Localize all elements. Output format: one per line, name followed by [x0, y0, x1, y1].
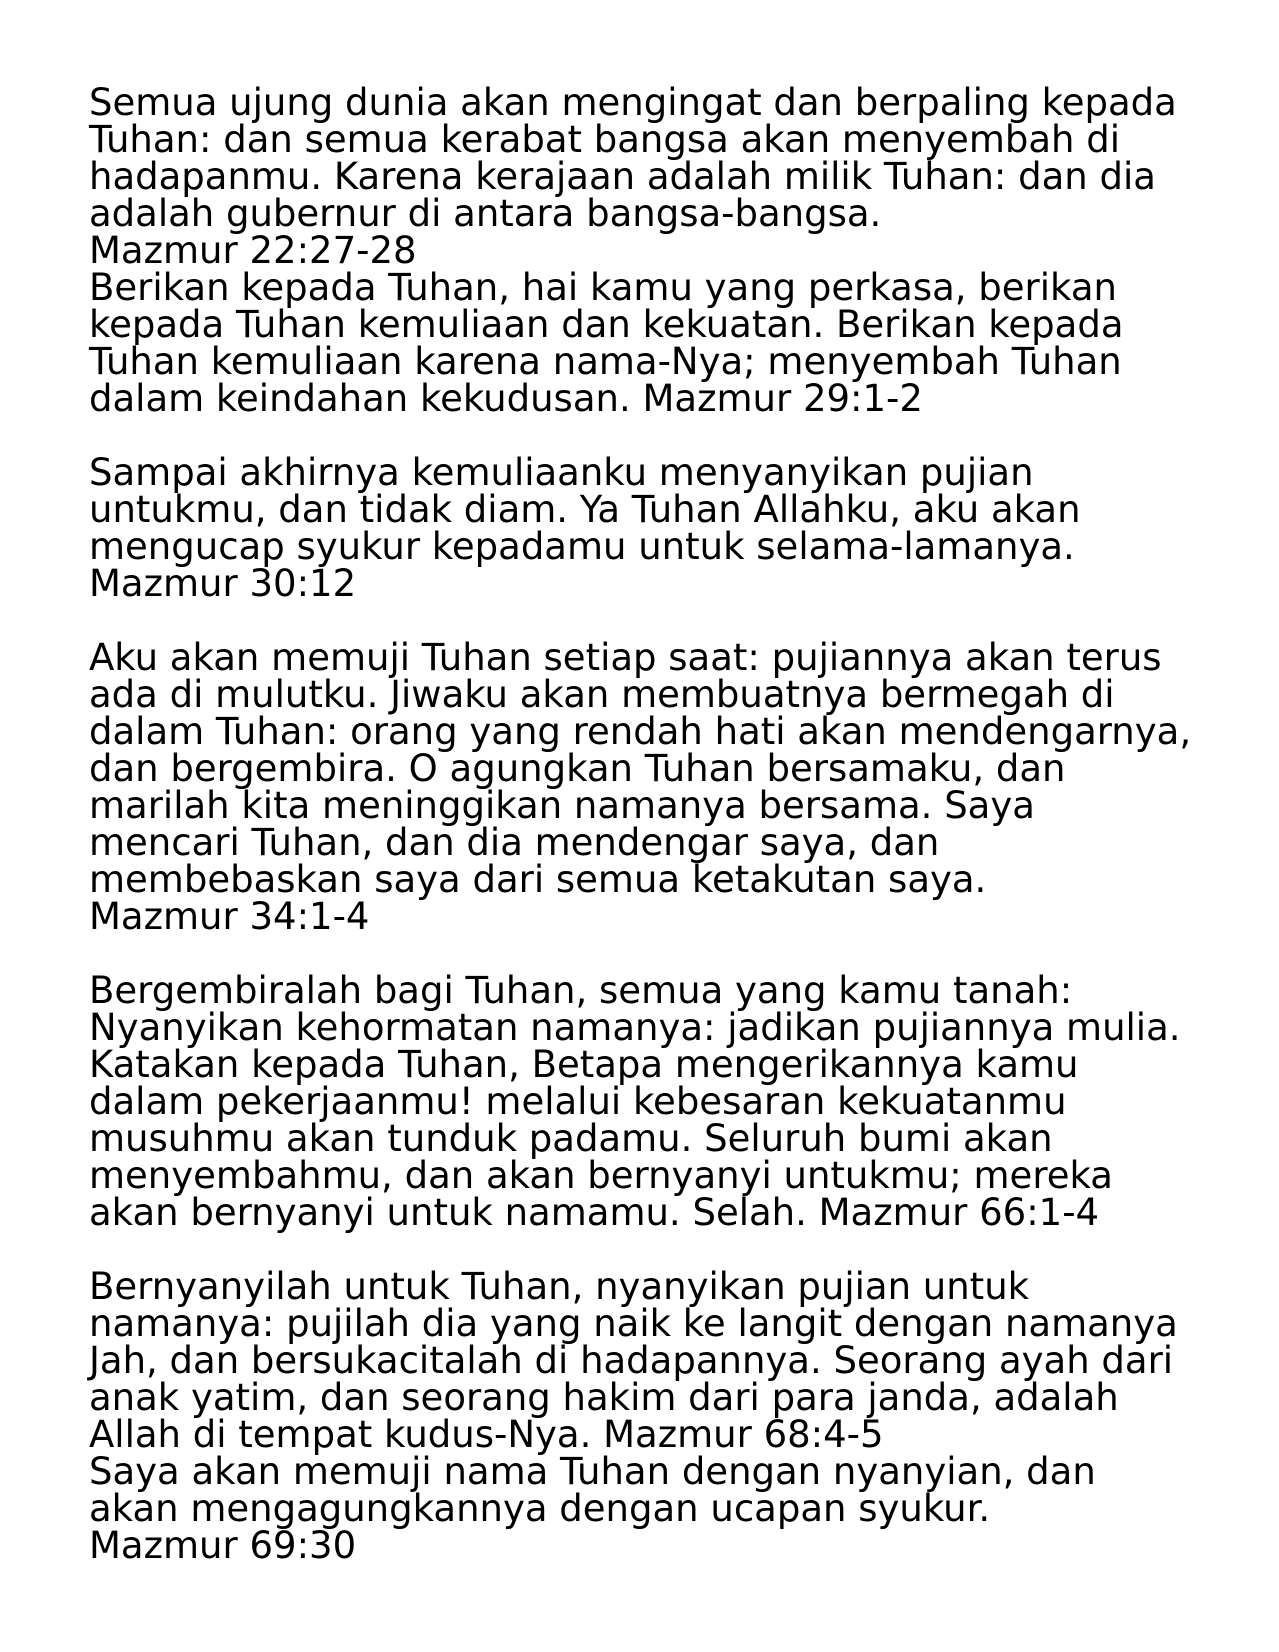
paragraph-gap: [89, 417, 1239, 454]
text-line: Saya akan memuji nama Tuhan dengan nyanyian, dan: [89, 1450, 1096, 1493]
text-line: untukmu, dan tidak diam. Ya Tuhan Allahku, aku akan: [89, 488, 1081, 531]
text-line: hadapanmu. Karena kerajaan adalah milik Tuhan: dan dia: [89, 155, 1156, 198]
verse-reference: Mazmur 69:30: [89, 1524, 357, 1567]
text-line: mengucap syukur kepadamu untuk selama-lamanya.: [89, 525, 1075, 568]
text-line: Semua ujung dunia akan mengingat dan berpaling kepada: [89, 81, 1177, 124]
text-line: namanya: pujilah dia yang naik ke langit dengan namanya: [89, 1302, 1178, 1345]
text-line: marilah kita meninggikan namanya bersama. Saya: [89, 784, 1035, 827]
text-line: ada di mulutku. Jiwaku akan membuatnya bermegah di: [89, 673, 1115, 716]
text-line: dan bergembira. O agungkan Tuhan bersamaku, dan: [89, 747, 1066, 790]
text-line: Tuhan: dan semua kerabat bangsa akan menyembah di: [89, 118, 1120, 161]
text-line: Nyanyikan kehormatan namanya: jadikan pujiannya mulia.: [89, 1006, 1181, 1049]
text-line: akan mengagungkannya dengan ucapan syukur.: [89, 1487, 991, 1530]
text-line: musuhmu akan tunduk padamu. Seluruh bumi akan: [89, 1117, 1053, 1160]
verse-reference: Mazmur 34:1-4: [89, 895, 370, 938]
text-line: Tuhan kemuliaan karena nama-Nya; menyembah Tuhan: [89, 340, 1122, 383]
text-line: Berikan kepada Tuhan, hai kamu yang perkasa, berikan: [89, 266, 1117, 309]
text-line: Katakan kepada Tuhan, Betapa mengerikannya kamu: [89, 1043, 1079, 1086]
verse-reference: Mazmur 30:12: [89, 562, 357, 605]
text-line: kepada Tuhan kemuliaan dan kekuatan. Berikan kepada: [89, 303, 1124, 346]
text-line: mencari Tuhan, dan dia mendengar saya, dan: [89, 821, 940, 864]
verse-reference: Mazmur 22:27-28: [89, 229, 417, 272]
text-line: Allah di tempat kudus-Nya. Mazmur 68:4-5: [89, 1413, 884, 1456]
paragraph-gap: [89, 935, 1239, 972]
text-line: anak yatim, dan seorang hakim dari para janda, adalah: [89, 1376, 1119, 1419]
text-line: Aku akan memuji Tuhan setiap saat: pujiannya akan terus: [89, 636, 1162, 679]
text-line: dalam pekerjaanmu! melalui kebesaran kekuatanmu: [89, 1080, 1067, 1123]
document-body: [89, 81, 1239, 1567]
paragraph-gap: [89, 602, 1239, 639]
text-line: adalah gubernur di antara bangsa-bangsa.: [89, 192, 882, 235]
text-line: Bernyanyilah untuk Tuhan, nyanyikan pujian untuk: [89, 1265, 1030, 1308]
text-line: dalam keindahan kekudusan. Mazmur 29:1-2: [89, 377, 923, 420]
text-line: Sampai akhirnya kemuliaanku menyanyikan pujian: [89, 451, 1034, 494]
paragraph-gap: [89, 1231, 1239, 1268]
text-line: Jah, dan bersukacitalah di hadapannya. Seorang ayah dari: [89, 1339, 1174, 1382]
text-line: akan bernyanyi untuk namamu. Selah. Mazmur 66:1-4: [89, 1191, 1100, 1234]
text-line: Bergembiralah bagi Tuhan, semua yang kamu tanah:: [89, 969, 1073, 1012]
text-line: menyembahmu, dan akan bernyanyi untukmu; mereka: [89, 1154, 1113, 1197]
text-line: membebaskan saya dari semua ketakutan saya.: [89, 858, 987, 901]
text-line: dalam Tuhan: orang yang rendah hati akan mendengarnya,: [89, 710, 1192, 753]
